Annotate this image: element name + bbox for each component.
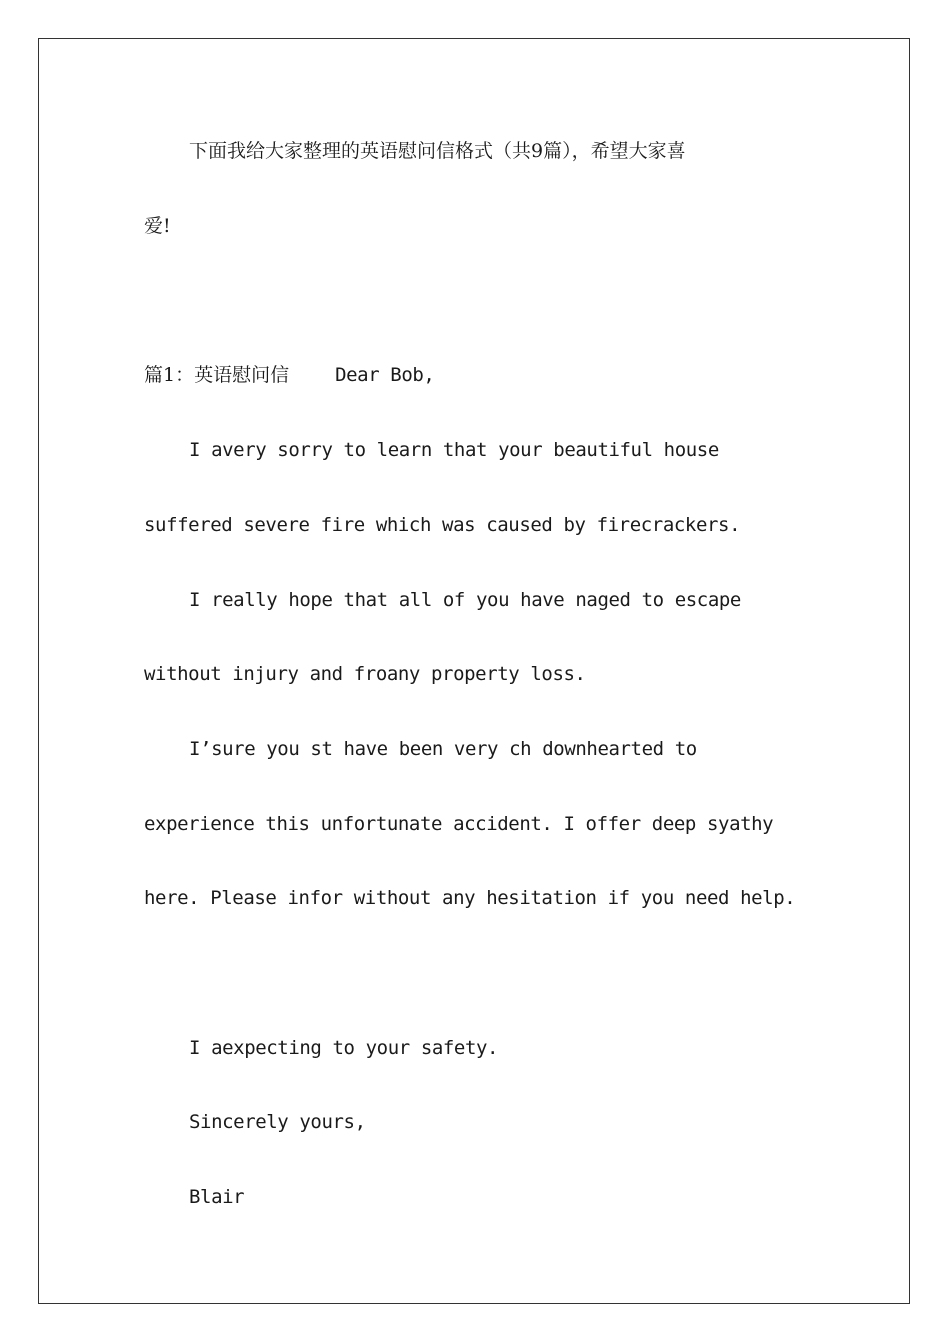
letter-line-7: here. Please infor without any hesitation if you need help. (144, 887, 796, 909)
letter-line-1: I avery sorry to learn that your beautiful house (189, 439, 719, 461)
letter-heading-row (144, 362, 434, 388)
intro-line-2: 爱! (144, 215, 171, 237)
letter-line-3: I really hope that all of you have naged to escape (189, 589, 741, 611)
intro-line-1: 下面我给大家整理的英语慰问信格式（共9篇），希望大家喜 (189, 140, 686, 162)
letter-signature: Blair (189, 1186, 245, 1208)
letter-line-8: I aexpecting to your safety. (189, 1037, 499, 1059)
letter-line-6: experience this unfortunate accident. I offer deep syathy (144, 813, 774, 835)
letter-title: 篇1：英语慰问信 (144, 364, 290, 386)
letter-line-5: I’sure you st have been very ch downhearted to (189, 738, 697, 760)
letter-closing: Sincerely yours, (189, 1111, 366, 1133)
letter-line-4: without injury and froany property loss. (144, 663, 586, 685)
letter-line-2: suffered severe fire which was caused by firecrackers. (144, 514, 741, 536)
letter-salutation: Dear Bob, (335, 364, 435, 386)
